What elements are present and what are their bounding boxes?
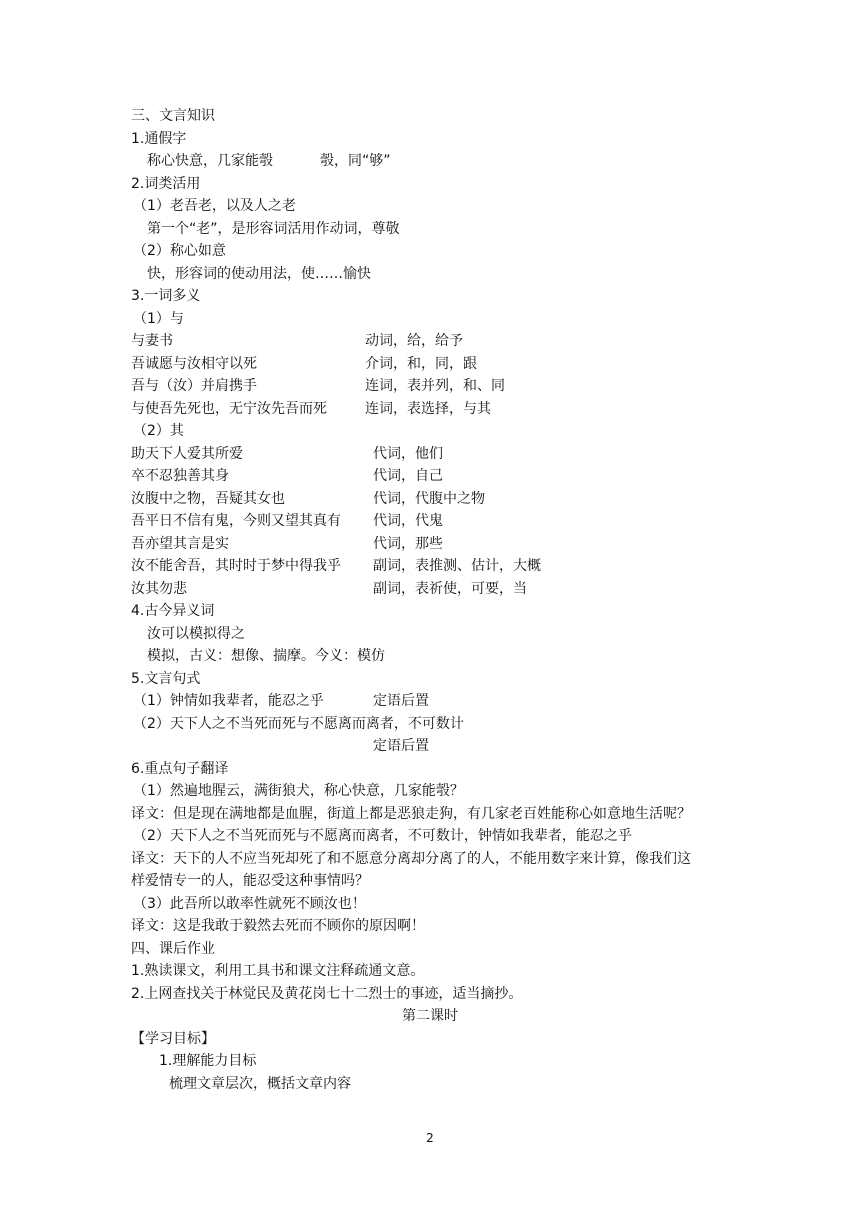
cilei-item1: （1）老吾老，以及人之老 [133, 198, 296, 214]
lesson-title: 第二课时 [402, 1008, 458, 1024]
subheading-jushi: 5.文言句式 [131, 671, 201, 687]
yiduo-row-text: 吾与（汝）并肩携手 [131, 378, 257, 394]
cilei-item2: （2）称心如意 [133, 243, 226, 259]
yiduo-row-note: 连词，表并列，和、同 [365, 378, 505, 394]
goal-detail: 梳理文章层次，概括文章内容 [169, 1076, 351, 1092]
gujin-example: 汝可以模拟得之 [147, 626, 245, 642]
yiduo-row-note: 代词，代腹中之物 [373, 491, 485, 507]
yiduo-sub2: （2）其 [133, 423, 184, 439]
yiduo-row-note: 代词，他们 [373, 446, 443, 462]
yiduo-row-text: 与妻书 [131, 333, 173, 349]
homework-item1: 1.熟读课文，利用工具书和课文注释疏通文意。 [131, 963, 425, 979]
jushi-item1: （1）钟情如我辈者，能忍之乎 [133, 693, 324, 709]
subheading-tongjia: 1.通假字 [131, 131, 187, 147]
jushi-item1-note: 定语后置 [373, 693, 429, 709]
fanyi-q1: （1）然遍地腥云，满街狼犬，称心快意，几家能彀？ [133, 783, 464, 799]
subheading-fanyi: 6.重点句子翻译 [131, 761, 229, 777]
fanyi-a3: 译文：这是我敢于毅然去死而不顾你的原因啊！ [131, 918, 425, 934]
jushi-item2-note: 定语后置 [373, 738, 429, 754]
cilei-item1-note: 第一个“老”，是形容词活用作动词，尊敬 [147, 221, 400, 237]
jushi-item2: （2）天下人之不当死而死与不愿离而离者，不可数计 [133, 716, 464, 732]
fanyi-q2: （2）天下人之不当死而死与不愿离而离者，不可数计，钟情如我辈者，能忍之乎 [133, 828, 632, 844]
fanyi-a1: 译文：但是现在满地都是血腥，街道上都是恶狼走狗，有几家老百姓能称心如意地生活呢？ [131, 806, 691, 822]
yiduo-row-note: 代词，那些 [373, 536, 443, 552]
tongjia-example: 称心快意，几家能彀 [147, 153, 273, 169]
fanyi-a2-line2: 样爱情专一的人，能忍受这种事情吗？ [131, 873, 369, 889]
subheading-yiduo: 3.一词多义 [131, 288, 201, 304]
yiduo-row-text: 卒不忍独善其身 [131, 468, 229, 484]
yiduo-row-note: 介词，和，同，跟 [365, 356, 477, 372]
fanyi-a2-line1: 译文：天下的人不应当死却死了和不愿意分离却分离了的人，不能用数字来计算，像我们这 [131, 851, 691, 867]
yiduo-row-note: 代词，代鬼 [373, 513, 443, 529]
tongjia-note: 彀，同“够” [320, 153, 391, 169]
gujin-note: 模拟，古义：想像、揣摩。今义：模仿 [147, 648, 385, 664]
yiduo-row-note: 副词，表祈使，可要，当 [373, 581, 527, 597]
page-number: 2 [426, 1131, 434, 1145]
homework-item2: 2.上网查找关于林觉民及黄花岗七十二烈士的事迹，适当摘抄。 [131, 986, 523, 1002]
yiduo-row-text: 与使吾先死也，无宁汝先吾而死 [131, 401, 327, 417]
goals-heading: 【学习目标】 [131, 1031, 215, 1047]
yiduo-row-text: 汝腹中之物，吾疑其女也 [131, 491, 285, 507]
yiduo-row-text: 吾诚愿与汝相守以死 [131, 356, 257, 372]
section-heading: 三、文言知识 [131, 108, 215, 124]
yiduo-row-text: 助天下人爱其所爱 [131, 446, 243, 462]
yiduo-row-note: 副词，表推测、估计，大概 [373, 558, 541, 574]
subheading-cilei: 2.词类活用 [131, 176, 201, 192]
yiduo-row-note: 动词，给，给予 [365, 333, 463, 349]
fanyi-q3: （3）此吾所以敢率性就死不顾汝也！ [133, 896, 366, 912]
yiduo-row-text: 汝其勿悲 [131, 581, 187, 597]
cilei-item2-note: 快，形容词的使动用法，使……愉快 [147, 266, 371, 282]
yiduo-row-note: 连词，表选择，与其 [365, 401, 491, 417]
yiduo-sub1: （1）与 [133, 311, 184, 327]
section-heading: 四、课后作业 [131, 941, 215, 957]
yiduo-row-note: 代词，自己 [373, 468, 443, 484]
goal-item: 1.理解能力目标 [159, 1053, 257, 1069]
subheading-gujin: 4.古今异义词 [131, 603, 215, 619]
yiduo-row-text: 汝不能舍吾，其时时于梦中得我乎 [131, 558, 341, 574]
yiduo-row-text: 吾平日不信有鬼，今则又望其真有 [131, 513, 341, 529]
yiduo-row-text: 吾亦望其言是实 [131, 536, 229, 552]
